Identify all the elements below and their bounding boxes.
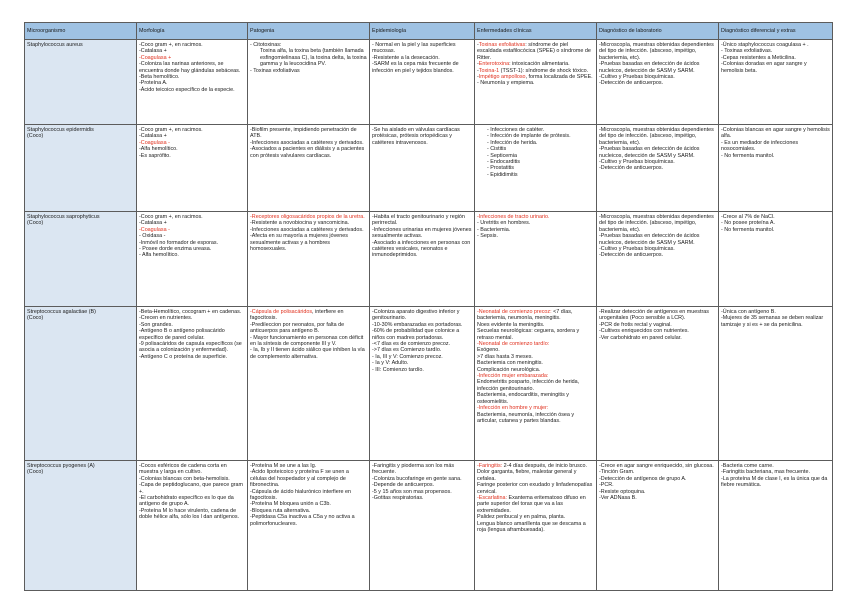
text-line: -Coco gram +, en racimos. <box>139 42 203 48</box>
text-line: -Proteína A. <box>139 80 168 87</box>
text-line: -Inmóvil no formador de esporas. <box>139 239 219 246</box>
cell-patogenia <box>248 461 370 591</box>
text-line: -Asociado a infecciones en personas con catéteres vesicales, neonatos e inmunodeprimidos. <box>372 239 471 259</box>
table-row-s-agalactiae <box>25 307 833 461</box>
cell-patogenia <box>248 307 370 461</box>
organism-type: (Coco) <box>27 469 44 476</box>
list-item: - Septicemia <box>487 152 517 159</box>
text-line: -Capa de peptidoglucano, que parece gram +. <box>139 482 243 495</box>
cell-organism <box>25 212 137 307</box>
text-line: -Resistente a la desecación. <box>372 54 440 61</box>
text-line: -Asociados a pacientes en diálisis y a pacientes con prótesis valvulares cardíacas. <box>250 146 365 159</box>
header-patogenia: Patogenia <box>248 23 370 40</box>
text-line: -Colonias blancas con beta-hemolisis. <box>139 475 230 482</box>
cell-extras <box>719 307 833 461</box>
text-line: -9 polisacáridos de capsula específicos (se asocia a colonización y enfermedad). <box>139 341 242 354</box>
text-line: Palidez peribucal y en palma, planta. <box>477 514 566 521</box>
list-item: - Infección de herida. <box>487 139 538 146</box>
cell-epidemiologia <box>370 307 475 461</box>
organism-name: Staphylococcus epidermidis <box>27 127 94 133</box>
text-line: -PCR. <box>599 482 614 489</box>
cell-patogenia <box>248 40 370 125</box>
text-line: -Se ha aislado en válvulas cardíacas protésicas, prótesis ortopédicas y catéteres intravenosos. <box>372 127 460 146</box>
text-line: -Enterotoxina: intoxicación alimentaria. <box>477 61 570 68</box>
text-line: -Cápsula de polisacáridos, interfiere en fagocitosis. <box>250 309 344 322</box>
text-line: -Microscopía, muestras obtenidas dependientes del tipo de infección. (absceso, impétigo, bacteriemia, etc). <box>599 42 714 61</box>
text-line: -Resistente a novobiocina y vancomicina. <box>250 220 350 227</box>
table-row-s-epidermidis <box>25 125 833 212</box>
text-line: ->7 días es Comienzo tardío. <box>372 347 442 354</box>
text-line: -Detección de anticuerpos. <box>599 165 664 172</box>
text-line: -Ver carbohidrato en pared celular. <box>599 334 682 341</box>
text-line: -Toxinas exfoliativas: síndrome de piel escaldada estafilocócica (SPEE) o síndrome de Ritter. <box>477 42 591 61</box>
text-line: - Toxinas exfoliativas. <box>721 48 773 55</box>
organism-type: (Coco) <box>27 315 44 322</box>
text-line: -<7 días es de comienzo precoz. <box>372 341 451 348</box>
text-line: Bacteriemia, endocarditis, meningitis y osteomielitis. <box>477 392 569 405</box>
text-line: Bacteriemia, neumonía, infección ósea y articular, cutanea y partes blandas. <box>477 411 575 424</box>
text-line: -Ácido teicoico específico de la especie. <box>139 86 235 93</box>
cell-extras <box>719 125 833 212</box>
text-line: -Catalasa + <box>139 220 167 227</box>
cell-enfermedades <box>475 212 597 307</box>
cell-enfermedades <box>475 307 597 461</box>
text-line-highlight: -Infecciones de tracto urinario. <box>477 214 550 220</box>
cell-extras <box>719 40 833 125</box>
text-line: Lengua blanco amarillenta que se descama a roja (lengua aframbuesada). <box>477 520 586 534</box>
text-line: - No fermenta manitol. <box>721 152 775 159</box>
text-line: Exógeno. <box>477 347 500 354</box>
text-line: -Bacteria come carne. <box>721 463 774 469</box>
text-line: - Citotoxinas: <box>250 42 282 48</box>
text-line: - III: Comienzo tardío. <box>372 366 424 373</box>
text-line: -Biofilm presente, impidiendo penetración de ATB. <box>250 127 357 140</box>
text-line: -Detección de antígenos de grupo A. <box>599 475 687 482</box>
text-line: -Infecciones asociadas a catéteres y derivados. <box>250 226 364 233</box>
organism-type: (Coco) <box>27 133 44 140</box>
list-item: - Infecciones de catéter. <box>487 127 545 133</box>
text-line: -5 y 15 años son mas propensos. <box>372 488 452 495</box>
text-line: Secuelas neurológicas: ceguera, sordera y retraso mental. <box>477 328 580 341</box>
text-line: -Neonatal de comienzo precoz: <7 días, bacteriemia, neumonía, meningitis. <box>477 309 573 322</box>
cell-morfologia <box>137 461 248 591</box>
text-line: - Toxinas exfoliativas <box>250 67 300 74</box>
text-line: Endometritis posparto, infección de herida, infección genitourinario. <box>477 379 580 392</box>
text-line: -Mujeres de 35 semanas se deben realizar tamizaje y si es + se da penicilina. <box>721 315 824 328</box>
organism-name: Staphylococcus aureus <box>27 42 83 48</box>
cell-diagnostico <box>597 212 719 307</box>
cell-patogenia <box>248 212 370 307</box>
microorganism-table <box>24 22 833 591</box>
text-line: -Escarlatina: Exantema eritematoso difuso en parte superior del torax que va a las extremidades. <box>477 495 586 514</box>
text-line: -La proteína M de clase I, es la única que da fiebre reumática. <box>721 475 828 489</box>
list-item: - Epididimitis <box>487 171 518 178</box>
text-line-highlight: -Coagulasa + <box>139 54 172 61</box>
cell-diagnostico <box>597 40 719 125</box>
cell-diagnostico <box>597 125 719 212</box>
text-line: -Coloniza bucofaringe en gente sana. <box>372 475 462 482</box>
text-line: -PCR de frotis rectal y vaginal. <box>599 321 672 328</box>
text-line: -Ver ADNasa B. <box>599 495 637 502</box>
text-line: Noes evidente la meningitis. <box>477 321 545 328</box>
text-line: -Catalasa + <box>139 48 167 55</box>
text-line: -Único staphylococcus coagulasa + . <box>721 42 809 48</box>
cell-diagnostico <box>597 307 719 461</box>
list-item: - Infección de implante de prótesis. <box>487 133 571 140</box>
text-line: -Peptidasa C5a inactiva a C5a y no activa a polimorfonucleares. <box>250 514 355 527</box>
text-line: >7 días hasta 3 meses. <box>477 353 533 360</box>
cell-patogenia <box>248 125 370 212</box>
text-line: -Cápsula de ácido hialurónico interfiere en fagocitosis. <box>250 488 351 502</box>
cell-enfermedades <box>475 461 597 591</box>
text-line: - Neumonía y empiema. <box>477 80 535 87</box>
text-line: -Crece al 7% de NaCl. <box>721 214 775 220</box>
header-microorganismo: Microorganismo <box>25 23 137 40</box>
list-item: - Prostatitis <box>487 165 514 172</box>
cell-epidemiologia <box>370 461 475 591</box>
cell-enfermedades <box>475 40 597 125</box>
text-line: Faringe posterior con exudado y linfadenopatías cervical. <box>477 482 593 495</box>
text-line: -Detección de anticuerpos. <box>599 80 664 87</box>
text-line: -Beta hemolítico. <box>139 74 180 81</box>
text-line: -10-30% embarazadas es portadoras. <box>372 321 463 328</box>
text-line: -Coloniza aparato digestivo inferior y genitourinario. <box>372 309 460 322</box>
cell-epidemiologia <box>370 125 475 212</box>
text-line: - Ia y V: Adulto. <box>372 360 409 367</box>
header-enfermedades-clinicas: Enfermedades clínicas <box>475 23 597 40</box>
text-line: -Coco gram +, en racimos. <box>139 214 203 220</box>
text-line: -Habita el tracto genitourinario y región perirrectal. <box>372 214 465 227</box>
text-line: -Afecta en su mayoría a mujeres jóvenes sexualmente activas y a hombres homosexuales. <box>250 233 348 253</box>
cell-extras <box>719 461 833 591</box>
cell-extras <box>719 212 833 307</box>
text-line: - Ia, III y V: Comienzo precoz. <box>372 353 443 360</box>
text-line: -Predileccion por neonatos, por falta de anticuerpos para antígeno B. <box>250 321 345 335</box>
text-line: Dolor garganta, fiebre, malestar general y cefalea. <box>477 469 577 482</box>
text-line-highlight: -Infección mujer embarazada: <box>477 373 549 380</box>
text-line: - No fermenta manitol. <box>721 226 775 233</box>
text-line: -Pruebas basadas en detección de ácidos nucleicos, detección de SASM y SARM. <box>599 61 700 74</box>
text-line: -Pruebas basadas en detección de ácidos nucleicos, detección de SASM y SARM. <box>599 146 700 159</box>
table-row-s-saprophyticus <box>25 212 833 307</box>
table-row-s-aureus <box>25 40 833 125</box>
text-line: -Toxina-1 (TSST-1): síndrome de shock tóxico. <box>477 67 589 74</box>
text-line: -Faringitis bacteriana, mas frecuente. <box>721 469 810 476</box>
text-line: - Alfa hemolítico. <box>139 252 179 259</box>
text-line: -Tinción Gram. <box>599 469 635 476</box>
text-line: - Mayor funcionamiento en personas con déficit en la síntesis de componente III y V. <box>250 334 364 348</box>
text-line: -Infecciones urinarias en mujeres jóvenes sexualmente activas. <box>372 226 472 240</box>
text-line: -Gotitas respiratorias. <box>372 495 424 502</box>
text-line: -Cultivo y Pruebas bioquímicas. <box>599 159 675 166</box>
text-line: -Beta-Hemolítico, cocogram + en cadenas. <box>139 309 242 315</box>
text-line: - Posee dorde enzima ureasa. <box>139 246 212 253</box>
text-line: -Colonias doradas en agar sangre y hemolisis beta. <box>721 61 807 74</box>
text-line: -Coco gram +, en racimos. <box>139 127 203 133</box>
text-line: -Infecciones asociadas a catéteres y derivados. <box>250 139 364 146</box>
organism-name: Streptococcus agalactiae (B) <box>27 309 96 315</box>
text-line: -Microscopía, muestras obtenidas dependientes del tipo de infección. (absceso, impétigo, bacteriemia, etc). <box>599 214 714 233</box>
text-line: -Colonias blancas en agar sangre y hemolisis alfa. <box>721 127 830 140</box>
text-line: -Realizar detección de antígenos en muestras urogenitales (Poco sensible a LCR). <box>599 309 709 322</box>
text-line: -Alfa hemolítico. <box>139 146 178 153</box>
text-line: -Resiste optoquina. <box>599 488 646 495</box>
text-line: -Crecen en nutrientes. <box>139 315 193 322</box>
text-line: -Cultivo y Pruebas bioquímicas. <box>599 74 675 81</box>
header-diagnostico-laboratorio: Diagnóstico de laboratorio <box>597 23 719 40</box>
organism-name: Staphylococcus saprophyticus <box>27 214 100 220</box>
cell-morfologia <box>137 307 248 461</box>
text-line: -Faringitis: 2-4 días después, de inicio brusco. <box>477 463 587 469</box>
cell-morfologia <box>137 40 248 125</box>
text-line: -El carbohidrato específico es lo que da antígeno de grupo A. <box>139 495 234 508</box>
text-line: -60% de probabilidad que colonice a niños con madres portadoras. <box>372 328 460 341</box>
text-line: -Cocos esféricos de cadena corta en muestra y larga en cultivo. <box>139 463 227 476</box>
text-line: - Uretritis en hombres. <box>477 220 531 227</box>
text-line: Bacteriemia con meningitis. <box>477 360 543 367</box>
text-line: - Es un mediador de infecciones nosocomiales. <box>721 139 799 153</box>
text-line: - No posee proteína A. <box>721 220 775 227</box>
header-diagnostico-diferencial: Diagnóstico diferencial y extras <box>719 23 833 40</box>
text-line: -Microscopía, muestras obtenidas dependientes del tipo de infección. (absceso, impétigo, bacteriemia, etc). <box>599 127 714 146</box>
text-line: -Proteína M se une a las Ig. <box>250 463 317 469</box>
header-epidemiologia: Epidemiología <box>370 23 475 40</box>
cell-organism <box>25 461 137 591</box>
text-line-highlight: -Neonatal de comienzo tardío: <box>477 341 550 348</box>
text-line: -Bloquea ruta alternativa. <box>250 507 311 514</box>
text-line-highlight: -Receptores oligosacáridos propios de la uretra. <box>250 214 365 220</box>
header-row <box>25 23 833 40</box>
text-line: -Antígeno B o antígeno polisacárido específico de pared celular. <box>139 328 225 341</box>
text-line: -Cultivo y Pruebas bioquímicas. <box>599 246 675 253</box>
cell-enfermedades <box>475 125 597 212</box>
cell-organism <box>25 40 137 125</box>
list-item: - Cistitis <box>487 146 507 153</box>
text-line: -Impétigo ampolloso, forma localizada de SPEE. <box>477 74 593 81</box>
cell-morfologia <box>137 125 248 212</box>
text-line-highlight: -Infección en hombre y mujer: <box>477 405 549 412</box>
text-line: -Es saprófito. <box>139 152 171 159</box>
text-line: -Proteína M lo hace virulento, cadena de doble hélice alfa, sólo los l dan antígenos. <box>139 507 240 521</box>
text-line: - Oxidasa - <box>139 233 166 240</box>
cell-epidemiologia <box>370 212 475 307</box>
text-line: -Coloniza las narinas anteriores, se encuentra donde hay glándulas sebáceas. <box>139 61 241 74</box>
text-line: -Proteína M bloquea unión a C3b. <box>250 501 331 508</box>
text-line: Complicación neurológica. <box>477 366 541 373</box>
text-line: - Bacteriemia. <box>477 226 511 233</box>
text-line: - Sepsis. <box>477 233 498 240</box>
text-line: -Catalasa + <box>139 133 167 140</box>
list-item: - Endocarditis <box>487 159 520 166</box>
text-line: - Normal en la piel y las superficies mucosas. <box>372 42 456 55</box>
text-line: -Faringitis y pioderma son los más frecuente. <box>372 463 455 476</box>
text-line: -Única con antígeno B. <box>721 309 776 315</box>
cell-organism <box>25 125 137 212</box>
cell-epidemiologia <box>370 40 475 125</box>
text-line: - Ia, Ib y II tienen ácido siálico que inhiben la vía de complemento alternativa. <box>250 347 365 360</box>
text-line: -Detección de anticuerpos. <box>599 252 664 259</box>
cell-morfologia <box>137 212 248 307</box>
table-row-s-pyogenes <box>25 461 833 591</box>
text-line: -Crece en agar sangre enriquecido, sin glucosa. <box>599 463 714 469</box>
text-line: -Depende de anticuerpos. <box>372 482 435 489</box>
header-morfologia: Morfología <box>137 23 248 40</box>
text-line-highlight: -Coagulasa - <box>139 226 170 233</box>
text-line: -Ácido lipoteicoico y proteína F se unen a células del hospedador y al complejo de fibronectina. <box>250 469 349 489</box>
text-line: -SARM es la cepa más frecuente de infección en piel y tejidos blandos. <box>372 61 459 74</box>
cell-diagnostico <box>597 461 719 591</box>
cell-organism <box>25 307 137 461</box>
text-line: -Pruebas basadas en detección de ácidos nucleicos, detección de SASM y SARM. <box>599 233 700 246</box>
text-line-highlight: -Coagulasa - <box>139 139 170 146</box>
organism-type: (Coco) <box>27 220 44 227</box>
text-line: -Cepas resistentes a Meticilina. <box>721 54 796 61</box>
organism-name: Streptococcus pyogenes (A) <box>27 463 95 469</box>
text-line: -Son grandes. <box>139 321 173 328</box>
text-line: -Cultivos enriquecidos con nutrientes. <box>599 328 689 335</box>
text-line: -Antígeno C o proteína de superficie. <box>139 353 228 360</box>
text-line: Toxina alfa, la toxina beta (también llamada esfingomielinasa C), la toxina delta, la toxina gamma y la leucocidina PV. <box>260 48 367 68</box>
